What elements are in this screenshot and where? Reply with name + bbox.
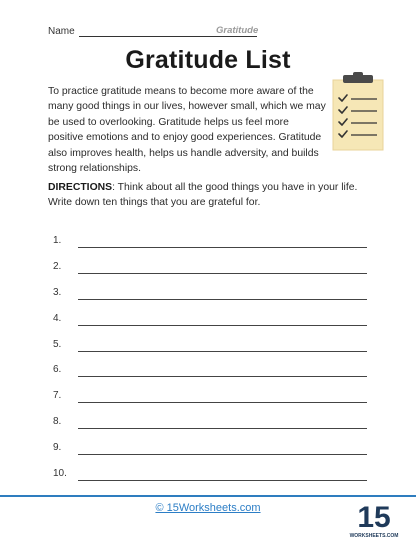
line-number: 4.	[53, 312, 62, 324]
writing-line[interactable]	[78, 428, 367, 429]
15worksheets-logo	[349, 497, 399, 541]
writing-line[interactable]	[78, 273, 367, 274]
writing-line[interactable]	[78, 454, 367, 455]
writing-line[interactable]	[78, 480, 367, 481]
clipboard-checklist-icon	[329, 72, 387, 152]
name-label: Name	[48, 26, 75, 37]
line-number: 10.	[53, 468, 67, 480]
answer-lines	[48, 231, 370, 490]
line-number: 8.	[53, 416, 62, 428]
answer-line[interactable]	[48, 335, 370, 361]
writing-line[interactable]	[78, 376, 367, 377]
line-number: 1.	[53, 235, 62, 246]
logo-number: 15	[357, 501, 391, 534]
directions	[48, 180, 378, 211]
page-title: Gratitude List	[125, 46, 291, 74]
answer-line[interactable]	[48, 257, 370, 283]
answer-line[interactable]	[48, 438, 370, 464]
line-number: 3.	[53, 286, 62, 298]
answer-line[interactable]	[48, 231, 370, 257]
answer-line[interactable]	[48, 412, 370, 438]
intro-paragraph: To practice gratitude means to become more aware of the many good things in our lives, however small, which we may be used to overlooking. Gratitude helps us feel more positive emotions and to enjoy good experiences. Gratitude also improves health, helps us handle adversity, and builds strong relationships.	[48, 86, 326, 175]
name-row	[48, 24, 368, 40]
writing-line[interactable]	[78, 299, 367, 300]
writing-line[interactable]	[78, 402, 367, 403]
writing-line[interactable]	[78, 247, 367, 248]
line-number: 2.	[53, 260, 62, 272]
answer-line[interactable]	[48, 360, 370, 386]
answer-line[interactable]	[48, 464, 370, 490]
logo-text: WORKSHEETS.COM	[349, 533, 399, 539]
directions-label: DIRECTIONS	[48, 182, 113, 193]
line-number: 9.	[53, 442, 62, 454]
answer-line[interactable]	[48, 283, 370, 309]
answer-line[interactable]	[48, 386, 370, 412]
directions-text: : Think about all the good things you have in your life. Write down ten things that you are grateful for.	[48, 182, 358, 209]
line-number: 7.	[53, 390, 62, 402]
name-field[interactable]	[79, 36, 257, 37]
line-number: 6.	[53, 364, 62, 376]
writing-line[interactable]	[78, 325, 367, 326]
copyright-link[interactable]: © 15Worksheets.com	[155, 502, 261, 514]
answer-line[interactable]	[48, 309, 370, 335]
line-number: 5.	[53, 338, 62, 350]
worksheet-topic: Gratitude	[216, 25, 259, 36]
writing-line[interactable]	[78, 351, 367, 352]
